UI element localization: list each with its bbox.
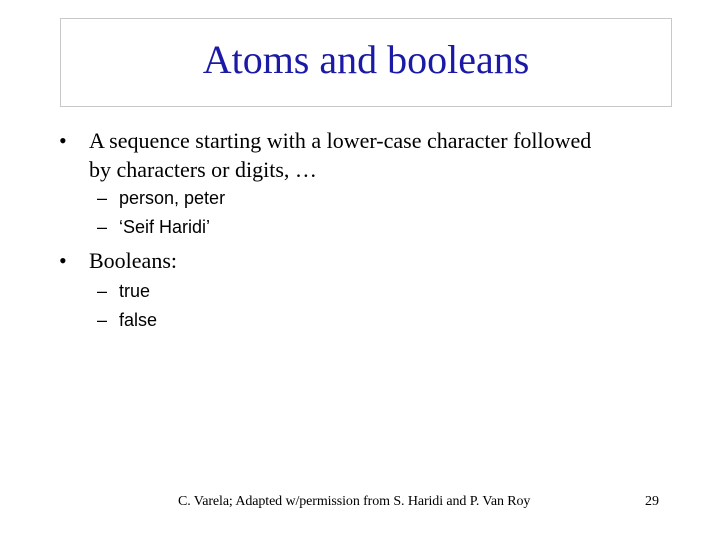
- bullet-marker: •: [59, 248, 67, 273]
- sub-bullet-dash: –: [97, 217, 108, 237]
- title-box: [60, 18, 672, 107]
- bullet-text: [89, 246, 177, 275]
- bullet-line: A sequence starting with a lower-case character followed: [89, 128, 592, 153]
- sub-bullet-dash: –: [97, 281, 108, 301]
- sub-bullet-dash: –: [97, 188, 108, 208]
- bullet-marker: •: [59, 128, 67, 153]
- slide-title: Atoms and booleans: [202, 36, 530, 82]
- sub-bullet-dash: –: [97, 310, 108, 330]
- footer-credit: C. Varela; Adapted w/permission from S. Haridi and P. Van Roy: [178, 494, 531, 509]
- sub-bullet-text: true: [119, 281, 151, 301]
- sub-bullet-text: ‘Seif Haridi’: [119, 217, 211, 237]
- sub-bullet-text: person, peter: [119, 188, 226, 208]
- bullet-line: Booleans:: [89, 248, 177, 273]
- page-number: 29: [645, 494, 659, 509]
- sub-bullet-text: false: [119, 310, 158, 330]
- bullet-line: by characters or digits, …: [89, 157, 317, 182]
- bullet-text: [89, 126, 591, 184]
